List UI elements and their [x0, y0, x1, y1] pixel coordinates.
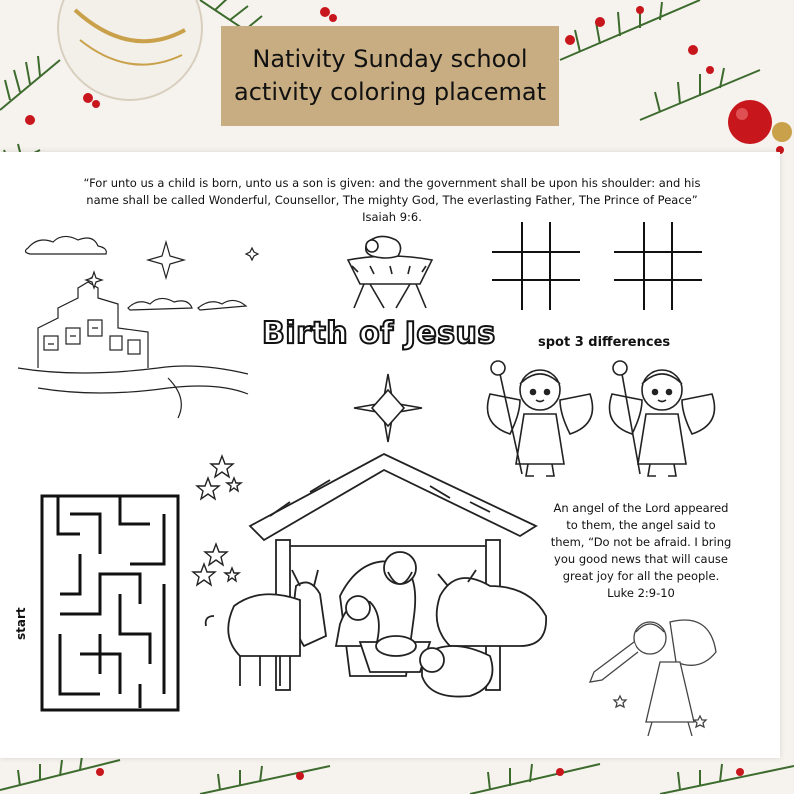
verse-reference: Luke 2:9-10 — [607, 586, 675, 600]
birth-of-jesus-title: Birth of Jesus — [262, 316, 496, 351]
trumpet-angel-icon — [590, 612, 720, 742]
red-ornament-icon — [728, 100, 772, 144]
title-line-2: activity coloring placemat — [234, 78, 546, 106]
verse-line-3: them, “Do not be afraid. I bring — [550, 535, 732, 549]
nativity-stable-icon — [200, 446, 554, 708]
verse-line-1: An angel of the Lord appeared — [553, 501, 729, 515]
verse-line-5: great joy for all the people. — [562, 569, 720, 583]
star-icon — [148, 242, 184, 278]
verse-line-4: you good news that will cause — [554, 552, 728, 566]
manger-baby-icon — [340, 232, 440, 312]
tic-tac-toe-grid[interactable] — [492, 222, 582, 312]
bethlehem-town-icon — [18, 228, 268, 428]
star-icon — [86, 272, 102, 288]
star-icon — [246, 248, 258, 260]
star-of-bethlehem-icon — [352, 372, 424, 444]
maze-start-label: start — [14, 607, 28, 640]
maze[interactable] — [40, 494, 180, 714]
quote-line-2: name shall be called Wonderful, Counsellor, The mighty God, The everlasting Father, The Prince of Peace” — [86, 193, 698, 207]
quote-reference: Isaiah 9:6. — [362, 210, 422, 224]
title-banner — [221, 26, 559, 126]
isaiah-quote — [60, 175, 724, 226]
verse-line-2: to them, the angel said to — [566, 518, 716, 532]
title-line-1: Nativity Sunday school — [252, 45, 528, 73]
star-icon — [614, 696, 626, 707]
spot-differences-label: spot 3 differences — [538, 335, 671, 350]
star-icon — [694, 716, 706, 727]
quote-line-1: “For unto us a child is born, unto us a son is given: and the government shall be upon his shoulder: and his — [83, 176, 701, 190]
tic-tac-toe-grid[interactable] — [614, 222, 704, 312]
luke-verse — [536, 500, 746, 602]
angel-icon — [602, 354, 722, 484]
